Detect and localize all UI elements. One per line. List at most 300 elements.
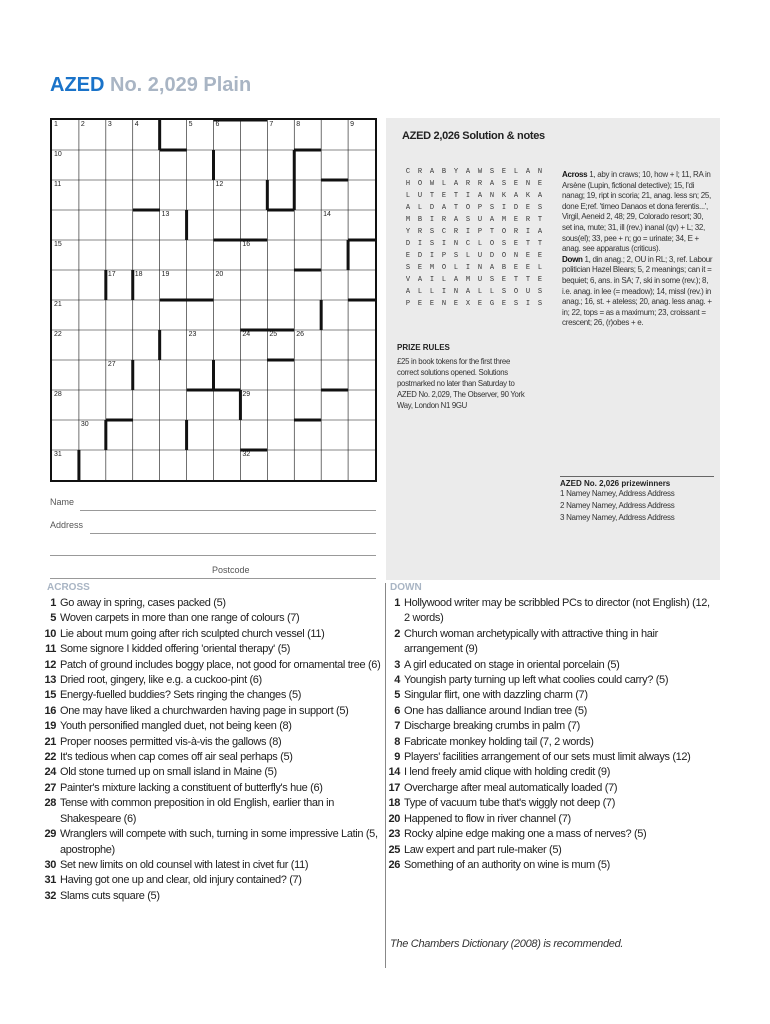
solution-cell: E (429, 300, 435, 308)
solution-row (402, 190, 546, 202)
clue-down-6 (384, 704, 712, 719)
prizewinners (560, 476, 714, 524)
solution-cell: L (477, 288, 483, 296)
solution-cell: U (477, 252, 483, 260)
clue-number: 29 (242, 391, 251, 398)
clue-number: 8 (296, 121, 301, 128)
solution-cell: Y (453, 168, 459, 176)
solution-cell: A (441, 204, 447, 212)
clue-number: 27 (107, 361, 116, 368)
clue-number: 15 (54, 241, 62, 248)
clue-text: Some signore I kidded offering 'oriental therapy' (5) (60, 643, 291, 656)
solution-cell: L (429, 288, 435, 296)
solution-cell: D (405, 240, 411, 248)
solution-cell: P (441, 252, 447, 260)
solution-row (402, 214, 546, 226)
clue-text: Slams cuts square (5) (60, 889, 160, 902)
clue-number: 17 (388, 781, 400, 794)
solution-cell: E (513, 216, 519, 224)
clue-down-18 (384, 796, 712, 811)
clue-across-27 (40, 781, 382, 796)
clue-text: Go away in spring, cases packed (5) (60, 597, 226, 609)
clue-text: Law expert and part rule-maker (5) (404, 843, 562, 856)
solution-cell: E (405, 252, 411, 260)
solution-cell: W (429, 180, 435, 188)
solution-cell: E (513, 264, 519, 272)
solution-grid (402, 166, 546, 310)
solution-cell: C (465, 240, 471, 248)
solution-cell: L (465, 252, 471, 260)
solution-cell: U (417, 192, 423, 200)
clue-number: 32 (242, 451, 251, 458)
solution-cell: N (453, 288, 459, 296)
solution-row (402, 202, 546, 214)
solution-cell: O (417, 180, 423, 188)
clue-text: Overcharge after meal automatically loaded (7) (404, 781, 618, 794)
solution-cell: I (429, 216, 435, 224)
solution-cell: T (453, 192, 459, 200)
clue-text: Singular flirt, one with dazzling charm (7) (404, 689, 588, 702)
clue-number: 19 (44, 720, 56, 733)
clue-across-16 (40, 704, 382, 719)
down-clues (384, 596, 712, 873)
solution-cell: E (537, 180, 543, 188)
solution-cell: A (405, 288, 411, 296)
clue-number: 28 (54, 391, 62, 398)
solution-cell: O (501, 252, 507, 260)
clue-down-5 (384, 688, 712, 703)
winner-line: 1 Namey Namey, Address Address (560, 489, 675, 498)
solution-cell: S (489, 276, 495, 284)
clue-text: Rocky alpine edge making one a mass of nerves? (5) (404, 828, 647, 841)
solution-cell: I (465, 228, 471, 236)
solution-cell: A (537, 228, 543, 236)
clue-text: It's tedious when cap comes off air seal perhaps (5) (60, 751, 293, 764)
clue-across-11 (40, 642, 382, 657)
solution-cell: R (417, 228, 423, 236)
solution-cell: B (501, 264, 507, 272)
clue-number: 18 (134, 271, 143, 278)
clue-number: 4 (394, 674, 400, 687)
clue-number: 3 (107, 121, 112, 128)
down-heading: DOWN (390, 582, 422, 593)
clue-number: 18 (388, 797, 400, 810)
solution-cell: N (477, 264, 483, 272)
clue-number: 11 (45, 643, 56, 656)
solution-cell: V (405, 276, 411, 284)
solution-cell: N (453, 240, 459, 248)
solution-cell: B (417, 216, 423, 224)
clue-number: 21 (54, 301, 62, 308)
clue-across-21 (40, 735, 382, 750)
solution-cell: G (489, 300, 495, 308)
clue-across-19 (40, 719, 382, 734)
clue-number: 5 (188, 121, 193, 128)
solution-cell: N (489, 192, 495, 200)
dictionary-note: The Chambers Dictionary (2008) is recommended. (390, 938, 624, 950)
solution-cell: S (513, 300, 519, 308)
solution-cell: E (417, 300, 423, 308)
solution-cell: S (537, 204, 543, 212)
solution-cell: D (489, 252, 495, 260)
solution-cell: K (501, 192, 507, 200)
solution-cell: L (441, 276, 447, 284)
solution-cell: K (525, 192, 531, 200)
solution-cell: S (537, 300, 543, 308)
clue-number: 24 (44, 766, 56, 779)
clue-text: Discharge breaking crumbs in palm (7) (404, 720, 580, 733)
solution-cell: E (417, 264, 423, 272)
solution-cell: O (501, 228, 507, 236)
clue-number: 10 (44, 627, 56, 640)
clue-text: Fabricate monkey holding tail (7, 2 words) (404, 735, 594, 748)
across-heading: ACROSS (47, 582, 90, 593)
solution-cell: T (537, 216, 543, 224)
solution-cell: L (477, 240, 483, 248)
solution-cell: Y (405, 228, 411, 236)
clue-across-29 (40, 827, 382, 858)
solution-row (402, 286, 546, 298)
clue-number: 13 (161, 211, 170, 218)
solution-cell: A (537, 192, 543, 200)
clue-number: 13 (44, 674, 56, 687)
prize-rules-text: £25 in book tokens for the first three correct solutions opened. Solutions postmarked no later than Saturday to AZED No. 2,029, The Observer, 90 York Way, London N1 9GU (397, 357, 525, 410)
clue-number: 21 (44, 735, 56, 748)
solution-cell: T (525, 240, 531, 248)
clue-across-5 (40, 611, 382, 626)
solution-cell: H (405, 180, 411, 188)
clue-text: Youngish party turning up left what coolies could carry? (5) (404, 674, 669, 687)
clue-text: One may have liked a churchwarden having page in support (5) (60, 704, 349, 717)
solution-cell: A (513, 192, 519, 200)
clue-across-10 (40, 627, 382, 642)
solution-cell: L (441, 180, 447, 188)
clue-number: 12 (44, 658, 56, 671)
clue-down-3 (384, 658, 712, 673)
solution-cell: O (441, 264, 447, 272)
solution-cell: O (465, 204, 471, 212)
clue-down-20 (384, 812, 712, 827)
solution-cell: I (429, 252, 435, 260)
solution-cell: I (501, 204, 507, 212)
clue-number: 8 (394, 735, 400, 748)
solution-notes: Across 1, aby in craws; 10, how + l; 11, RA in Arsène (Lupin, fictional detective); 15, l'di nanag; 19, ript in scoria; 21, anag. less sn; 25, done E;ref. 'timeo Danaos et dona ferentis...', Virgil, Aeneid 2, 48; 29, Colorado resort; 30, set ina, mute; 31, ill (rev.) inanal (qv) + L; 32, sous(el); 33, pee + n; go = urinate; 34, E + anag. see apparatus (criticus). Down 1, din anag.; 2, OU in RL; 3, ref. Labour politician Hazel Blears; 5, 2 meanings; can it = bequiet; 6, ans. in SA; 7, ski in some (rev.); 8, i.e. anag. in lee (= meadow); 14, missl (rev.) in anag.; 16, st. + ateless; 20, anag. less anag. + in; 22, tops = as a maximum; 23, croissant = crescent; 26, (r)obes + e. (562, 170, 713, 328)
solution-cell: C (405, 168, 411, 176)
clue-across-28 (40, 796, 382, 827)
prize-rules-title: PRIZE RULES (397, 343, 450, 352)
solution-cell: S (429, 228, 435, 236)
clue-number: 30 (80, 421, 89, 428)
clue-text: Youth personified mangled duet, not being keen (8) (60, 720, 292, 733)
across-clues (40, 596, 382, 904)
solution-cell: W (477, 168, 483, 176)
clue-number: 14 (388, 766, 400, 779)
solution-cell: R (477, 180, 483, 188)
solution-cell: L (489, 288, 495, 296)
postcode-label: Postcode (212, 565, 250, 575)
solution-cell: A (477, 192, 483, 200)
clue-number: 32 (44, 889, 56, 902)
address-field-line2[interactable] (50, 555, 376, 556)
solution-cell: N (513, 252, 519, 260)
clue-number: 16 (242, 241, 251, 248)
clue-number: 31 (44, 874, 56, 887)
clue-number: 31 (54, 451, 62, 458)
solution-cell: S (489, 168, 495, 176)
clue-number: 19 (161, 271, 170, 278)
solution-row (402, 226, 546, 238)
clue-across-31 (40, 873, 382, 888)
clue-across-15 (40, 688, 382, 703)
solution-cell: S (501, 288, 507, 296)
solution-cell: T (453, 204, 459, 212)
solution-cell: A (489, 264, 495, 272)
clue-down-25 (384, 843, 712, 858)
clue-number: 15 (44, 689, 56, 702)
clue-text: Something of an authority on wine is mum (5) (404, 858, 610, 871)
clue-number: 25 (388, 843, 400, 856)
clue-number: 17 (107, 271, 116, 278)
solution-cell: I (465, 192, 471, 200)
clue-text: Tense with common preposition in old English, earlier than in Shakespeare (6) (60, 797, 334, 825)
solution-cell: L (417, 288, 423, 296)
solution-cell: A (525, 168, 531, 176)
clue-number: 2 (394, 627, 400, 640)
clue-number: 9 (350, 121, 354, 128)
solution-cell: S (489, 204, 495, 212)
solution-cell: E (537, 276, 543, 284)
clue-text: Old stone turned up on small island in Maine (5) (60, 766, 277, 779)
solution-cell: E (537, 252, 543, 260)
crossword-grid[interactable] (50, 118, 377, 482)
clue-number: 10 (54, 151, 62, 158)
clue-number: 16 (44, 704, 56, 717)
clue-number: 27 (44, 781, 56, 794)
name-label: Name (50, 497, 75, 507)
clue-text: Painter's mixture lacking a constituent of butterfly's hue (6) (60, 781, 323, 794)
clue-across-30 (40, 858, 382, 873)
address-field[interactable] (90, 533, 376, 534)
solution-cell: L (453, 264, 459, 272)
clue-number: 1 (50, 597, 56, 609)
solution-cell: A (465, 288, 471, 296)
clue-down-14 (384, 765, 712, 780)
winner-line: 3 Namey Namey, Address Address (560, 513, 675, 522)
clue-number: 23 (388, 828, 400, 841)
solution-cell: S (537, 288, 543, 296)
clue-number: 26 (388, 858, 400, 871)
solution-cell: E (441, 192, 447, 200)
clue-text: Hollywood writer may be scribbled PCs to director (not English) (12, 2 words) (404, 597, 710, 625)
solution-cell: S (405, 264, 411, 272)
clue-number: 5 (394, 689, 400, 702)
clue-text: Set new limits on old counsel with latest in civet fur (11) (60, 858, 309, 871)
solution-cell: L (513, 168, 519, 176)
solution-cell: E (525, 204, 531, 212)
solution-cell: A (453, 216, 459, 224)
solution-cell: A (489, 216, 495, 224)
grid-lines (52, 120, 375, 480)
solution-cell: S (501, 180, 507, 188)
solution-cell: I (441, 288, 447, 296)
solution-cell: A (489, 180, 495, 188)
clue-number: 7 (394, 720, 400, 733)
clue-number: 20 (388, 812, 400, 825)
solution-cell: I (525, 300, 531, 308)
solution-cell: N (441, 300, 447, 308)
clue-number: 22 (54, 331, 62, 338)
clue-text: Energy-fuelled buddies? Sets ringing the changes (5) (60, 689, 302, 702)
clue-down-9 (384, 750, 712, 765)
clue-down-26 (384, 858, 712, 873)
solution-cell: U (477, 216, 483, 224)
solution-cell: P (477, 204, 483, 212)
solution-cell: I (465, 264, 471, 272)
clue-number: 30 (44, 858, 56, 871)
clue-number: 2 (80, 121, 85, 128)
clue-number: 26 (296, 331, 305, 338)
clue-number: 24 (242, 331, 251, 338)
clue-number: 12 (215, 181, 224, 188)
solution-cell: T (489, 228, 495, 236)
solution-cell: R (417, 168, 423, 176)
clue-text: Dried root, gingery, like e.g. a cuckoo-pint (6) (60, 674, 262, 687)
clue-text: Players' facilities arrangement of our sets must limit always (12) (404, 751, 691, 764)
solution-cell: D (417, 252, 423, 260)
clue-text: Proper nooses permitted vis-à-vis the gallows (8) (60, 735, 282, 748)
solution-cell: I (417, 240, 423, 248)
winner-line: 2 Namey Namey, Address Address (560, 501, 675, 510)
solution-cell: A (405, 204, 411, 212)
solution-cell: M (465, 276, 471, 284)
solution-cell: E (453, 300, 459, 308)
solution-cell: D (429, 204, 435, 212)
solution-cell: T (513, 276, 519, 284)
solution-row (402, 166, 546, 178)
solution-cell: S (501, 240, 507, 248)
solution-row (402, 262, 546, 274)
clue-number: 20 (215, 271, 224, 278)
clue-number: 1 (54, 121, 58, 128)
clue-number: 14 (323, 211, 331, 218)
solution-cell: S (429, 240, 435, 248)
clue-number: 1 (394, 597, 400, 609)
solution-cell: L (405, 192, 411, 200)
solution-title: AZED 2,026 Solution & notes (402, 130, 545, 142)
solution-row (402, 298, 546, 310)
clue-down-1 (384, 596, 712, 627)
clue-number: 6 (215, 121, 220, 128)
clue-text: Lie about mum going after rich sculpted church vessel (11) (60, 627, 325, 640)
solution-row (402, 178, 546, 190)
clue-across-13 (40, 673, 382, 688)
clue-across-22 (40, 750, 382, 765)
solution-cell: A (453, 180, 459, 188)
prizewinners-title: AZED No. 2,026 prizewinners (560, 479, 671, 488)
clue-text: Woven carpets in more than one range of colours (7) (60, 612, 300, 625)
clue-text: Patch of ground includes boggy place, not good for ornamental tree (6) (60, 658, 381, 671)
clue-text: Happened to flow in river channel (7) (404, 812, 571, 825)
solution-cell: E (501, 168, 507, 176)
clue-number: 23 (188, 331, 197, 338)
clue-down-7 (384, 719, 712, 734)
clue-number: 28 (44, 797, 56, 810)
clue-text: A girl educated on stage in oriental porcelain (5) (404, 658, 620, 671)
clue-text: Type of vacuum tube that's wiggly not deep (7) (404, 797, 616, 810)
clue-text: Having got one up and clear, old injury contained? (7) (60, 874, 302, 887)
solution-cell: T (429, 192, 435, 200)
clue-down-8 (384, 735, 712, 750)
solution-cell: I (441, 240, 447, 248)
solution-cell: I (525, 228, 531, 236)
solution-cell: A (465, 168, 471, 176)
solution-cell: E (513, 240, 519, 248)
solution-cell: R (525, 216, 531, 224)
solution-row (402, 274, 546, 286)
postcode-field[interactable] (50, 578, 376, 579)
solution-cell: E (501, 300, 507, 308)
clue-across-24 (40, 765, 382, 780)
solution-cell: R (453, 228, 459, 236)
solution-cell: S (465, 216, 471, 224)
solution-cell: R (513, 228, 519, 236)
solution-cell: C (441, 228, 447, 236)
solution-cell: T (537, 240, 543, 248)
clue-text: I lend freely amid clique with holding credit (9) (404, 766, 611, 779)
clue-number: 5 (50, 612, 56, 625)
solution-cell: M (501, 216, 507, 224)
solution-cell: E (525, 264, 531, 272)
solution-cell: P (477, 228, 483, 236)
clue-text: Wranglers will compete with such, turning in some impressive Latin (5, apostrophe) (60, 828, 378, 856)
solution-cell: M (429, 264, 435, 272)
clue-number: 11 (54, 181, 62, 188)
solution-cell: N (537, 168, 543, 176)
solution-cell: A (417, 276, 423, 284)
clue-across-32 (40, 889, 382, 904)
solution-cell: O (513, 288, 519, 296)
solution-cell: E (513, 180, 519, 188)
solution-cell: E (477, 300, 483, 308)
solution-cell: T (525, 276, 531, 284)
clue-number: 4 (134, 121, 139, 128)
solution-cell: U (525, 288, 531, 296)
solution-cell: N (525, 180, 531, 188)
clue-down-4 (384, 673, 712, 688)
clue-number: 25 (269, 331, 278, 338)
clue-number: 29 (44, 828, 56, 841)
solution-cell: X (465, 300, 471, 308)
address-label: Address (50, 520, 84, 530)
puzzle-title: AZED No. 2,029 Plain (50, 74, 252, 96)
solution-cell: L (417, 204, 423, 212)
clue-across-1 (40, 596, 382, 611)
clue-across-12 (40, 658, 382, 673)
solution-cell: E (525, 252, 531, 260)
solution-cell: R (441, 216, 447, 224)
clue-number: 7 (269, 121, 274, 128)
clue-text: One has dalliance around Indian tree (5) (404, 704, 587, 717)
solution-cell: O (489, 240, 495, 248)
solution-cell: S (453, 252, 459, 260)
solution-cell: D (513, 204, 519, 212)
solution-cell: M (405, 216, 411, 224)
name-field[interactable] (80, 510, 376, 511)
solution-cell: E (501, 276, 507, 284)
solution-cell: A (453, 276, 459, 284)
solution-cell: B (441, 168, 447, 176)
clue-number: 6 (394, 704, 400, 717)
